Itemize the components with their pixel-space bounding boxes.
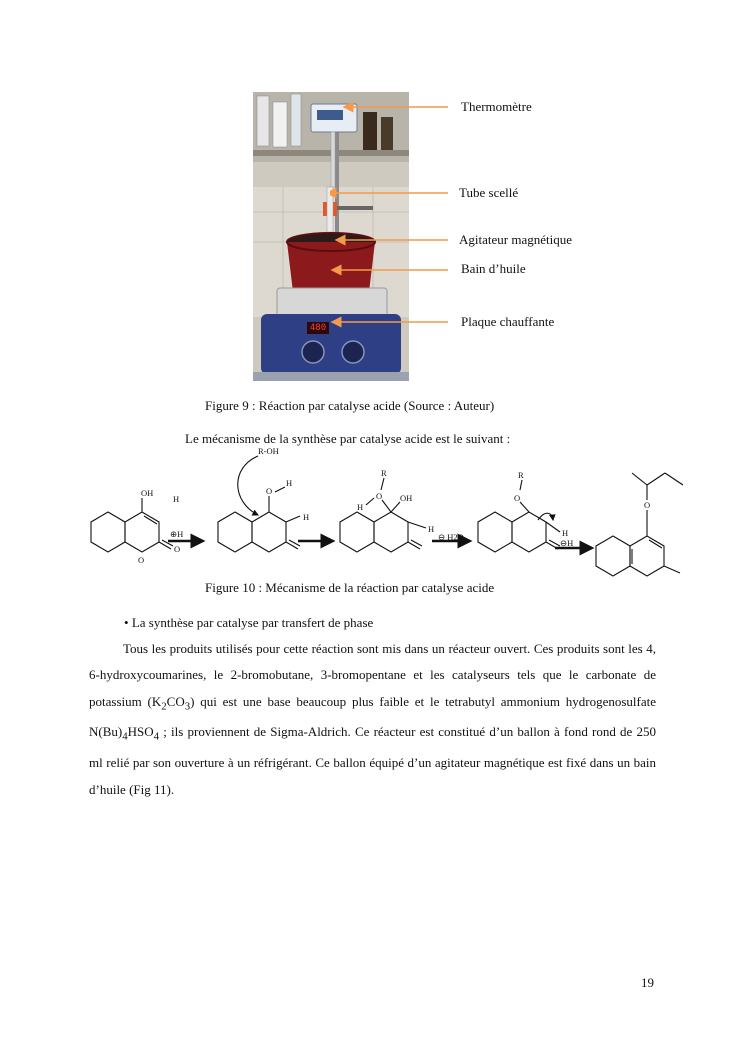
mechanism-intro: Le mécanisme de la synthèse par catalyse acide est le suivant : [185,431,511,446]
page-number: 19 [641,975,654,990]
label-carbonyl-o: O [174,544,181,554]
molecule-3 [340,478,426,552]
callout-arrows [330,96,455,336]
label-o2: O [266,486,273,496]
label-o5: O [644,500,651,510]
label-r3: R [381,468,387,478]
bullet-dot: • [124,615,129,630]
molecule-4 [478,480,560,552]
molecule-1 [91,498,173,552]
label-roh: R-OH [258,446,279,456]
label-water: ⊖ H2O [438,532,464,542]
label-oh1: OH [141,488,154,498]
callout-sealed-tube: Tube scellé [459,185,519,200]
label-o4: O [514,493,521,503]
molecule-2 [218,456,300,552]
figure9-caption: Figure 9 : Réaction par catalyse acide (Source : Auteur) [205,398,495,413]
hot-plate-display: 480 [309,323,327,333]
mechanism-diagram [0,440,745,590]
figure10-caption: Figure 10 : Mécanisme de la réaction par catalyse acide [205,580,495,595]
label-h2b: H [303,512,310,522]
label-h-plus-1: H [173,494,180,504]
label-r4: R [518,470,524,480]
label-o3: O [376,491,383,501]
molecule-5 [596,473,683,576]
callout-hot-plate: Plaque chauffante [461,314,555,329]
label-h3b: H [428,524,435,534]
bullet-text: La synthèse par catalyse par transfert de phase [131,615,374,630]
label-charge-1: ⊕H [170,529,184,539]
body-paragraph [89,636,656,803]
callout-stirrer: Agitateur magnétique [459,232,572,247]
label-oh3: OH [400,493,413,503]
callout-thermometer: Thermomètre [461,99,532,114]
label-ring-o: O [138,555,145,565]
label-h3: H [357,502,364,512]
label-charge-4: ⊖H [560,538,574,548]
label-h2a: H [286,478,293,488]
paragraph-text: Tous les produits utilisés pour cette réaction sont mis dans un réacteur ouvert. Ces produits sont les 4, 6-hydroxycoumarines, le 2-bromobutane, 3-bromopentane et les catalyseurs tels que le carbonate de potassium $(K_2CO_3)$ qui est une base beaucoup plus faible et le tetrabutyl ammonium hydrogenosulfate $N(Bu)_4HSO_4$ ; ils proviennent de Sigma-Aldrich. Ce réacteur est constitué d’un ballon à fond rond de 250 ml relié par son ouverture à un réfrigérant. Ce ballon équipé d’un agitateur magnétique est fixé dans un bain d’huile (Fig 11). [89,641,656,797]
label-h4: H [562,528,569,538]
callout-oil-bath: Bain d’huile [461,261,526,276]
bullet-item [124,615,373,631]
